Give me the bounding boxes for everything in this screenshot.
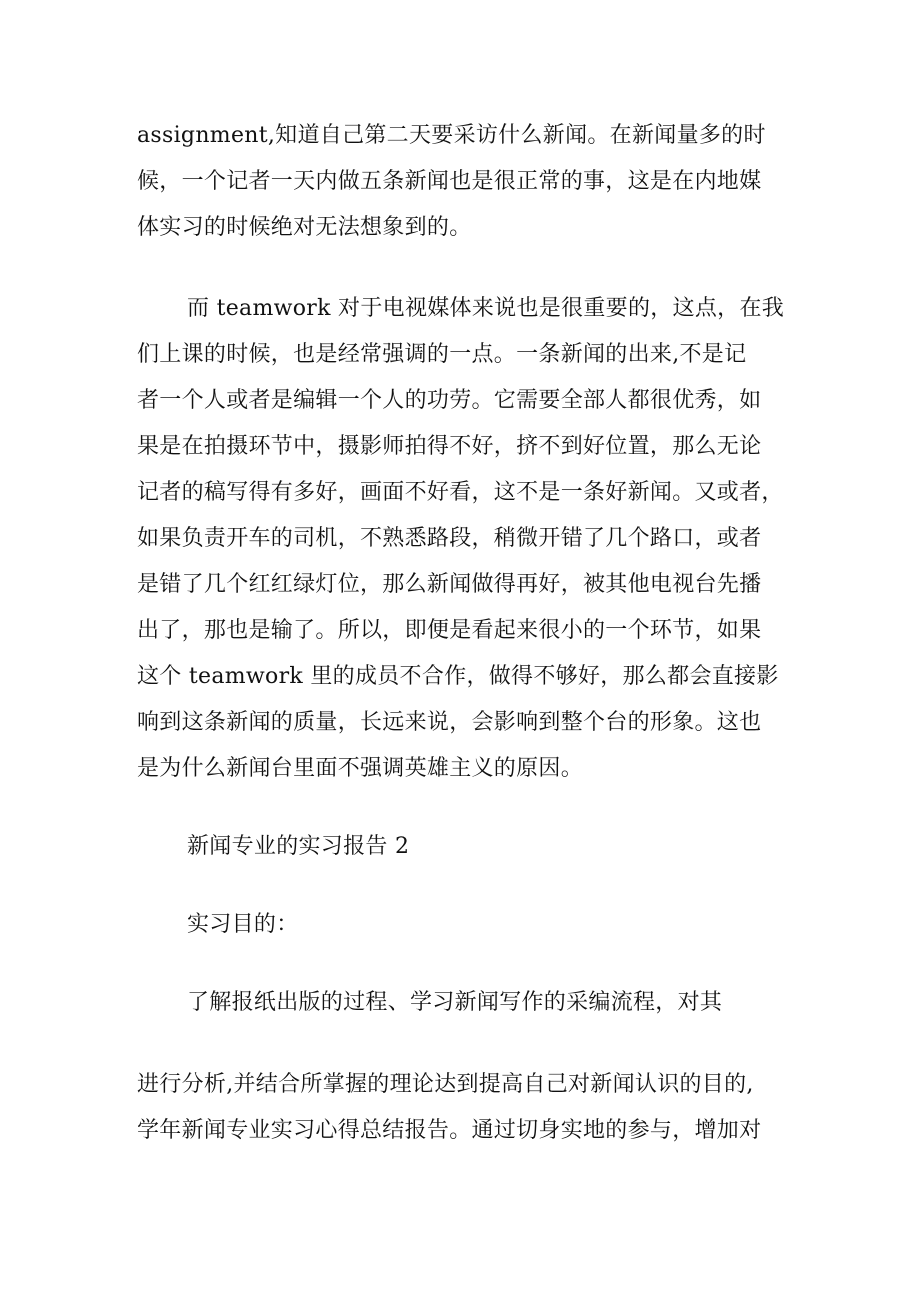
paragraph1-line-2: 候，一个记者一天内做五条新闻也是很正常的事，这是在内地媒 [137,169,762,194]
paragraph2-line-4: 果是在拍摄环节中，摄影师拍得不好，挤不到好位置，那么无论 [137,434,762,459]
paragraph1-line-3: 体实习的时候绝对无法想象到的。 [137,215,472,240]
paragraph2-line-7: 是错了几个红红绿灯位，那么新闻做得再好，被其他电视台先播 [137,572,762,597]
paragraph2-line-3: 者一个人或者是编辑一个人的功劳。它需要全部人都很优秀，如 [137,388,762,413]
paragraph2-line-6: 如果负责开车的司机，不熟悉路段，稍微开错了几个路口，或者 [137,526,762,551]
paragraph2-line-5: 记者的稿写得有多好，画面不好看，这不是一条好新闻。又或者， [137,480,784,505]
paragraph2-line-9: 这个 teamwork 里的成员不合作，做得不够好，那么都会直接影 [137,664,779,689]
section-title: 新闻专业的实习报告 2 [187,834,410,859]
paragraph2-line-1: 而 teamwork 对于电视媒体来说也是很重要的，这点，在我 [187,296,785,321]
paragraph2-line-11: 是为什么新闻台里面不强调英雄主义的原因。 [137,756,584,781]
paragraph1-line-1: assignment,知道自己第二天要采访什么新闻。在新闻量多的时 [137,123,766,148]
paragraph3-line-3: 学年新闻专业实习心得总结报告。通过切身实地的参与，增加对 [137,1118,762,1143]
paragraph2-line-2: 们上课的时候，也是经常强调的一点。一条新闻的出来,不是记 [137,342,747,367]
paragraph3-line-1: 了解报纸出版的过程、学习新闻写作的采编流程，对其 [187,990,723,1015]
paragraph2-line-8: 出了，那也是输了。所以，即便是看起来很小的一个环节，如果 [137,618,762,643]
paragraph3-line-2: 进行分析,并结合所掌握的理论达到提高自己对新闻认识的目的, [137,1072,754,1097]
purpose-heading: 实习目的： [187,912,299,937]
paragraph2-line-10: 响到这条新闻的质量，长远来说，会影响到整个台的形象。这也 [137,710,762,735]
